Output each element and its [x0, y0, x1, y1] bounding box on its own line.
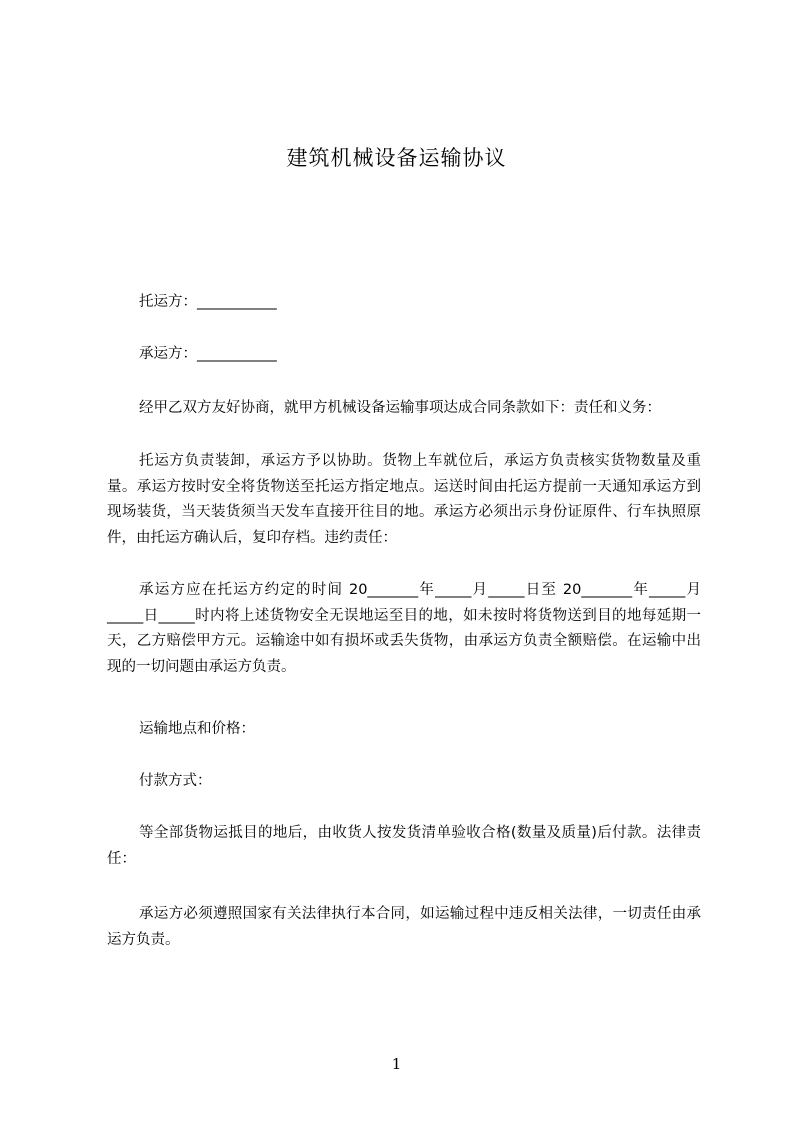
intro-paragraph: 经甲乙双方友好协商，就甲方机械设备运输事项达成合同条款如下：责任和义务： [139, 400, 661, 416]
obligations-paragraph: 托运方负责装卸，承运方予以协助。货物上车就位后，承运方负责核实货物数量及重量。承运方按时安全将货物送至托运方指定地点。运送时间由托运方提前一天通知承运方到现场装货，当天装货须当天发车直接开往目的地。承运方必须出示身份证原件、行车执照原件，由托运方确认后，复印存档。违约责任： [107, 453, 701, 546]
carrier-line: 承运方：___________ [139, 346, 277, 362]
liability-paragraph: 承运方应在托运方约定的时间 20_______年_____月_____日至 20_______年_____月_____日_____时内将上述货物安全无误地运至目的地，如未按时将货物送到目的地每延期一天，乙方赔偿甲方元。运输途中如有损坏或丢失货物，由承运方负责全额赔偿。在运输中出现的一切问题由承运方负责。 [107, 582, 701, 675]
document-title: 建筑机械设备运输协议 [286, 146, 507, 170]
legal-paragraph: 承运方必须遵照国家有关法律执行本合同，如运输过程中违反相关法律，一切责任由承运方负责。 [107, 906, 701, 948]
payment-method-heading: 付款方式： [139, 773, 212, 789]
payment-terms-paragraph: 等全部货物运抵目的地后，由收货人按发货清单验收合格(数量及质量)后付款。法律责任： [107, 825, 701, 867]
shipper-line: 托运方：___________ [139, 294, 277, 310]
location-price-heading: 运输地点和价格： [139, 721, 255, 737]
page-number: 1 [391, 1055, 402, 1073]
